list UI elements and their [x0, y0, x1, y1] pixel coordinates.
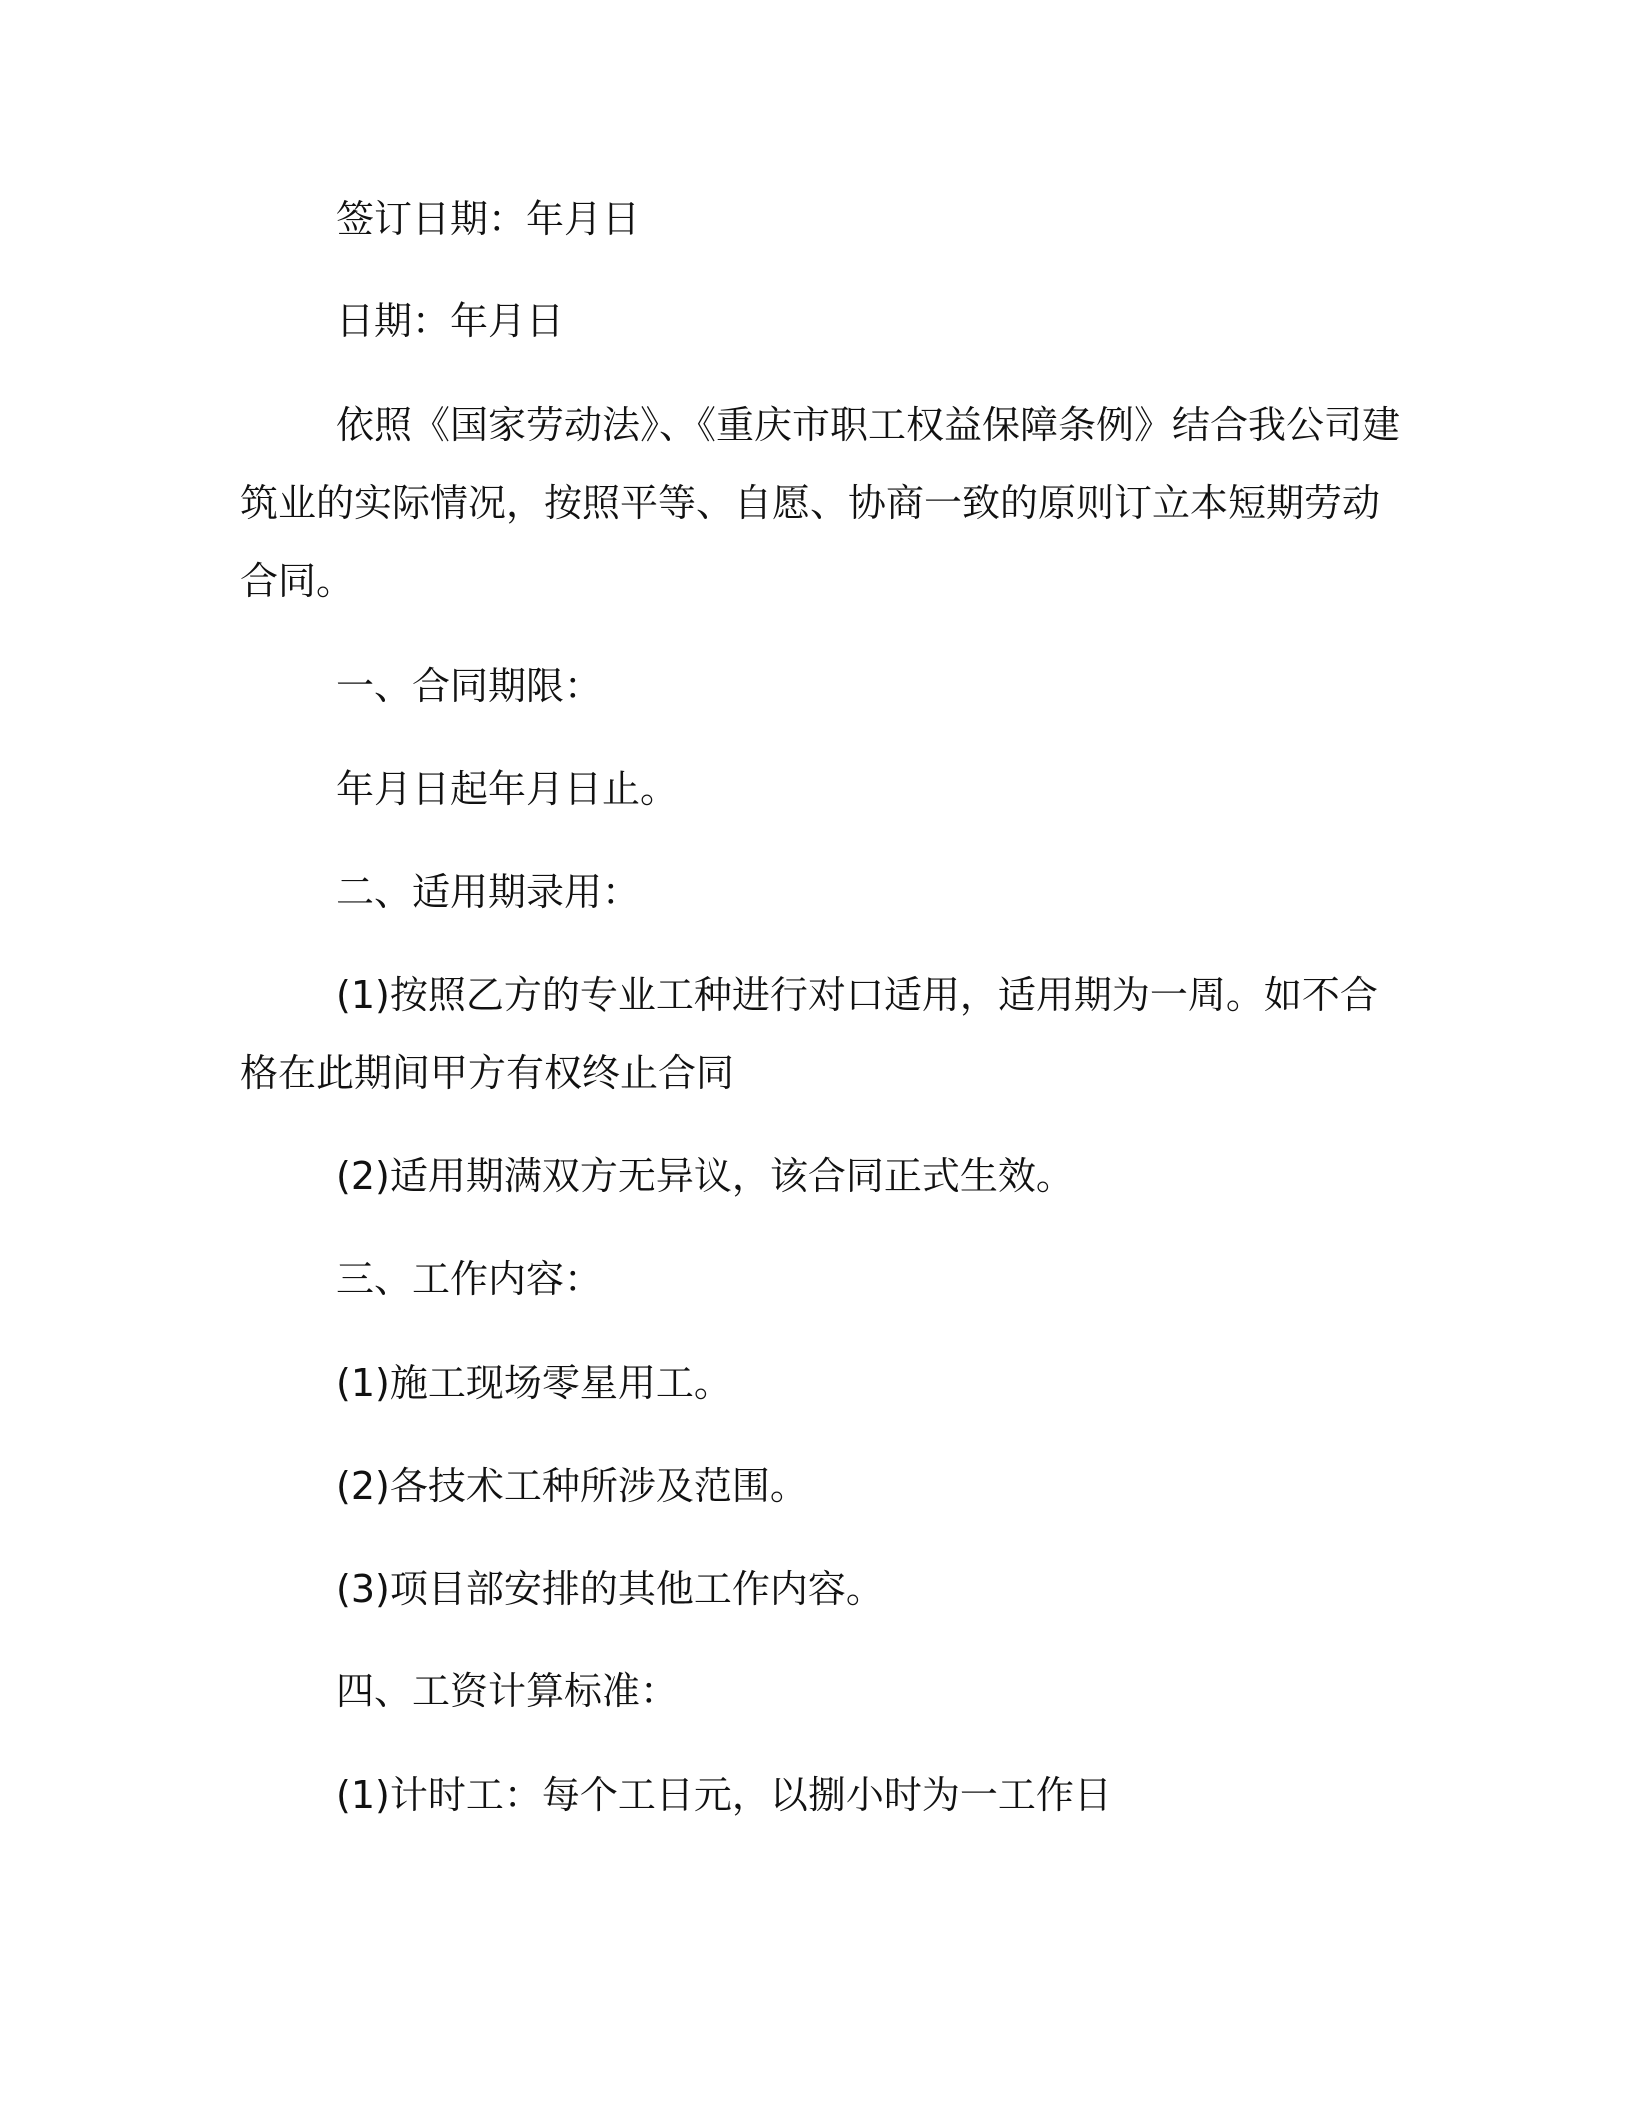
work-item-1: (1)施工现场零星用工。 — [336, 1361, 732, 1405]
intro-paragraph: 依照《国家劳动法》、《重庆市职工权益保障条例》结合我公司建筑业的实际情况，按照平等、自愿、协商一致的原则订立本短期劳动合同。 — [240, 403, 1401, 603]
section-heading-term: 一、合同期限： — [336, 664, 603, 708]
term-content: 年月日起年月日止。 — [336, 767, 679, 811]
sign-date-line: 签订日期：年月日 — [336, 197, 641, 241]
trial-item-1: (1)按照乙方的专业工种进行对口适用，适用期为一周。如不合格在此期间甲方有权终止合同 — [240, 973, 1378, 1095]
wage-item-1: (1)计时工：每个工日元，以捌小时为一工作日 — [336, 1773, 1112, 1817]
trial-item-2: (2)适用期满双方无异议，该合同正式生效。 — [336, 1154, 1074, 1198]
section-heading-trial: 二、适用期录用： — [336, 870, 641, 914]
section-heading-work: 三、工作内容： — [336, 1257, 603, 1301]
work-item-2: (2)各技术工种所涉及范围。 — [336, 1464, 808, 1508]
date-line: 日期：年月日 — [336, 299, 565, 343]
work-item-3: (3)项目部安排的其他工作内容。 — [336, 1567, 884, 1611]
section-heading-wage: 四、工资计算标准： — [336, 1669, 679, 1713]
